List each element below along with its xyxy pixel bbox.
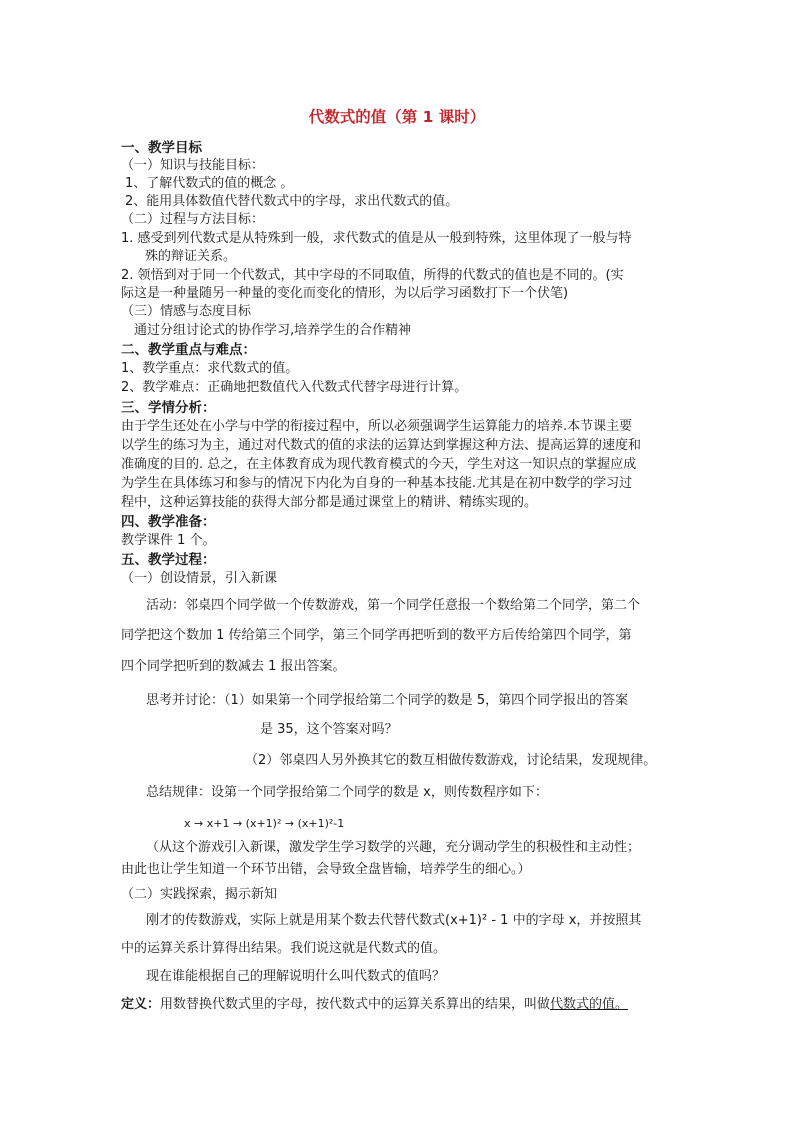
analysis-line: 准确度的目的. 总之，在主体教育成为现代教育模式的今天，学生对这一知识点的掌握应成 (121, 457, 637, 472)
rule-summary: 总结规律：设第一个同学报给第二个同学的数是 x，则传数程序如下： (146, 785, 548, 800)
objective-item-2: 2、能用具体数值代替代数式中的字母，求出代数式的值。 (125, 194, 459, 209)
analysis-line: 为学生在具体练习和参与的情况下内化为自身的一种基本技能.尤其是在初中数学的学习过 (121, 476, 633, 491)
process-item-1-line-2: 殊的辩证关系。 (145, 249, 237, 264)
definition-text: 用数替换代数式里的字母，按代数式中的运算关系算出的结果，叫做 (160, 997, 551, 1012)
definition-term: 代数式的值。 (550, 997, 629, 1012)
activity-line: 活动：邻桌四个同学做一个传数游戏，第一个同学任意报一个数给第二个同学，第二个 (146, 598, 641, 613)
process-item-2-line-1: 2. 领悟到对于同一个代数式，其中字母的不同取值，所得的代数式的值也是不同的。(实 (121, 268, 624, 283)
activity-line: 四个同学把听到的数减去 1 报出答案。 (121, 659, 346, 674)
design-note-line-1: （从这个游戏引入新课，激发学生学习数学的兴趣，充分调动学生的积极性和主动性； (146, 840, 641, 855)
exploration-question: 现在谁能根据自己的理解说明什么叫代数式的值吗？ (146, 969, 446, 984)
discussion-question-1: 思考并讨论：（1）如果第一个同学报给第二个同学的数是 5，第四个同学报出的答案 (146, 693, 629, 708)
subheading-emotion-attitude: （三）情感与态度目标 (121, 304, 252, 319)
discussion-question-2: （2）邻桌四人另外换其它的数互相做传数游戏，讨论结果，发现规律。 (245, 753, 657, 768)
process-item-2-line-2: 际这是一种量随另一种量的变化而变化的情形，为以后学习函数打下一个伏笔) (121, 286, 569, 301)
design-note-line-2: 由此也让学生知道一个环节出错，会导致全盘皆输，培养学生的细心。） (121, 862, 531, 877)
subheading-process-method: （二）过程与方法目标： (121, 212, 265, 227)
page-title: 代数式的值（第 1 课时） (308, 108, 486, 126)
objective-item-1: 1、了解代数式的值的概念 。 (125, 176, 294, 191)
definition-label: 定义： (121, 997, 161, 1012)
definition (121, 996, 628, 1014)
difficulty-item: 2、教学难点：正确地把数值代入代数式代替字母进行计算。 (121, 380, 468, 395)
section-heading-analysis: 三、学情分析： (121, 400, 216, 416)
subheading-scenario: （一）创设情景，引入新课 (121, 571, 278, 586)
process-item-1-line-1: 1. 感受到列代数式是从特殊到一般，求代数式的值是从一般到特殊，这里体现了一般与特 (121, 231, 632, 246)
analysis-line: 程中，这种运算技能的获得大部分都是通过课堂上的精讲、精练实现的。 (121, 495, 538, 510)
analysis-line: 以学生的练习为主，通过对代数式的值的求法的运算达到掌握这种方法、提高运算的速度和 (121, 438, 642, 453)
analysis-line: 由于学生还处在小学与中学的衔接过程中，所以必须强调学生运算能力的培养.本节课主要 (121, 419, 633, 434)
transmission-formula: x → x+1 → (x+1)² → (x+1)²-1 (184, 817, 345, 830)
section-heading-process: 五、教学过程： (121, 552, 216, 568)
exploration-line-2: 中的运算关系计算得出结果。我们说这就是代数式的值。 (121, 941, 447, 956)
emotion-goal-text: 通过分组讨论式的协作学习,培养学生的合作精神 (134, 323, 412, 338)
section-heading-preparation: 四、教学准备： (121, 514, 216, 530)
key-point-item: 1、教学重点：求代数式的值。 (121, 361, 299, 376)
preparation-item: 教学课件 1 个。 (121, 533, 216, 548)
exploration-line-1: 刚才的传数游戏，实际上就是用某个数去代替代数式(x+1)² - 1 中的字母 x，并按照其 (146, 913, 642, 928)
section-heading-objectives: 一、教学目标 (121, 140, 202, 156)
section-heading-key-points: 二、教学重点与难点： (121, 342, 256, 358)
discussion-question-1-cont: 是 35，这个答案对吗？ (260, 722, 398, 737)
subheading-knowledge-skills: （一）知识与技能目标： (121, 158, 265, 173)
subheading-exploration: （二）实践探索，揭示新知 (121, 887, 278, 902)
activity-line: 同学把这个数加 1 传给第三个同学，第三个同学再把听到的数平方后传给第四个同学，第 (121, 628, 632, 643)
